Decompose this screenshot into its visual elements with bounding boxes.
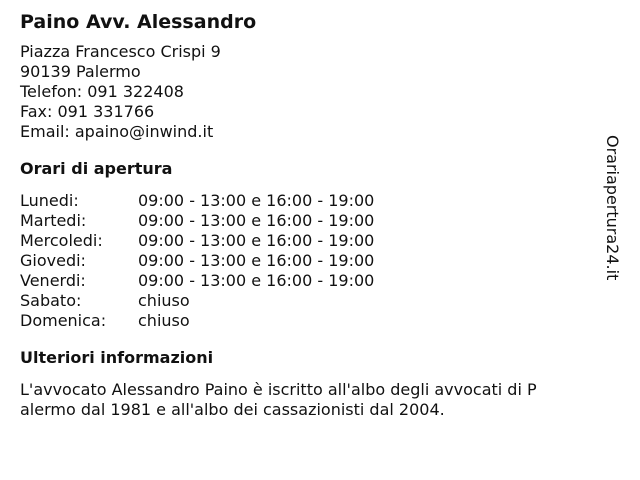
business-card [20,10,580,420]
address-city: 90139 Palermo [20,62,141,81]
day-hours: chiuso [138,311,190,330]
day-hours: 09:00 - 13:00 e 16:00 - 19:00 [138,211,375,230]
hours-row-friday [20,271,580,291]
opening-hours-table [20,191,580,331]
hours-row-thursday [20,251,580,271]
additional-info-title: Ulteriori informazioni [20,348,214,367]
opening-hours-title: Orari di apertura [20,159,173,178]
hours-row-sunday [20,311,580,331]
hours-row-tuesday [20,211,580,231]
hours-row-wednesday [20,231,580,251]
address-street: Piazza Francesco Crispi 9 [20,42,221,61]
phone-number: Telefon: 091 322408 [20,82,184,101]
day-label: Mercoledi: [20,231,103,250]
site-watermark: Orariapertura24.it [603,135,622,281]
day-hours: 09:00 - 13:00 e 16:00 - 19:00 [138,251,375,270]
email-address: Email: apaino@inwind.it [20,122,214,141]
business-name: Paino Avv. Alessandro [20,11,257,33]
additional-info-text: L'avvocato Alessandro Paino è iscritto all'albo degli avvocati di Palermo dal 1981 e all'albo dei cassazionisti dal 2004. [20,380,537,419]
hours-row-saturday [20,291,580,311]
day-hours: 09:00 - 13:00 e 16:00 - 19:00 [138,271,375,290]
day-hours: chiuso [138,291,190,310]
day-hours: 09:00 - 13:00 e 16:00 - 19:00 [138,191,375,210]
day-label: Martedi: [20,211,87,230]
hours-row-monday [20,191,580,211]
day-label: Venerdi: [20,271,86,290]
day-label: Domenica: [20,311,107,330]
day-hours: 09:00 - 13:00 e 16:00 - 19:00 [138,231,375,250]
contact-block [20,42,580,142]
day-label: Giovedi: [20,251,86,270]
day-label: Lunedi: [20,191,79,210]
fax-number: Fax: 091 331766 [20,102,155,121]
day-label: Sabato: [20,291,82,310]
